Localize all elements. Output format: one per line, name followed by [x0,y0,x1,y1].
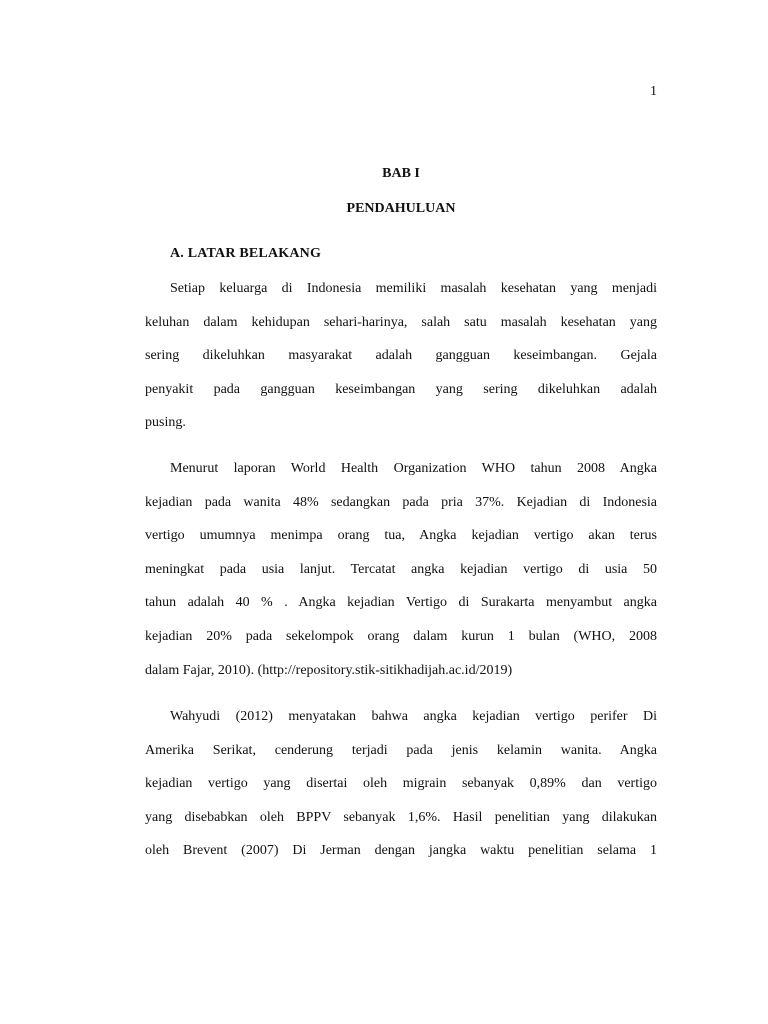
paragraph-line: Wahyudi (2012) menyatakan bahwa angka kejadian vertigo perifer Di [170,709,657,724]
paragraph-line: Amerika Serikat, cenderung terjadi pada jenis kelamin wanita. Angka [145,742,657,758]
paragraph-line: kejadian pada wanita 48% sedangkan pada pria 37%. Kejadian di Indonesia [145,494,657,510]
chapter-heading: BAB I [382,166,420,181]
chapter-title: PENDAHULUAN [346,201,456,216]
section-heading: A. LATAR BELAKANG [170,246,322,261]
paragraph-line: pusing. [145,415,186,431]
paragraph-line: penyakit pada gangguan keseimbangan yang sering dikeluhkan adalah [145,381,657,397]
paragraph-2 [145,452,657,687]
paragraph-1 [145,272,657,440]
paragraph-line: kejadian vertigo yang disertai oleh migrain sebanyak 0,89% dan vertigo [145,776,657,792]
paragraph-3 [145,700,657,868]
paragraph-line: meningkat pada usia lanjut. Tercatat angka kejadian vertigo di usia 50 [145,561,657,577]
paragraph-line: tahun adalah 40 % . Angka kejadian Vertigo di Surakarta menyambut angka [145,595,657,611]
paragraph-line: kejadian 20% pada sekelompok orang dalam kurun 1 bulan (WHO, 2008 [145,628,657,644]
paragraph-line: keluhan dalam kehidupan sehari-harinya, salah satu masalah kesehatan yang [145,314,657,330]
paragraph-line: yang disebabkan oleh BPPV sebanyak 1,6%. Hasil penelitian yang dilakukan [145,809,657,825]
paragraph-line: vertigo umumnya menimpa orang tua, Angka kejadian vertigo akan terus [145,528,657,544]
paragraph-line: Setiap keluarga di Indonesia memiliki masalah kesehatan yang menjadi [170,281,657,296]
paragraph-line: oleh Brevent (2007) Di Jerman dengan jangka waktu penelitian selama 1 [145,843,657,859]
page-number: 1 [650,84,657,99]
paragraph-line: dalam Fajar, 2010). (http://repository.stik-sitikhadijah.ac.id/2019) [145,662,513,678]
paragraph-line: sering dikeluhkan masyarakat adalah gangguan keseimbangan. Gejala [145,348,657,364]
paragraph-line: Menurut laporan World Health Organization WHO tahun 2008 Angka [170,461,657,476]
